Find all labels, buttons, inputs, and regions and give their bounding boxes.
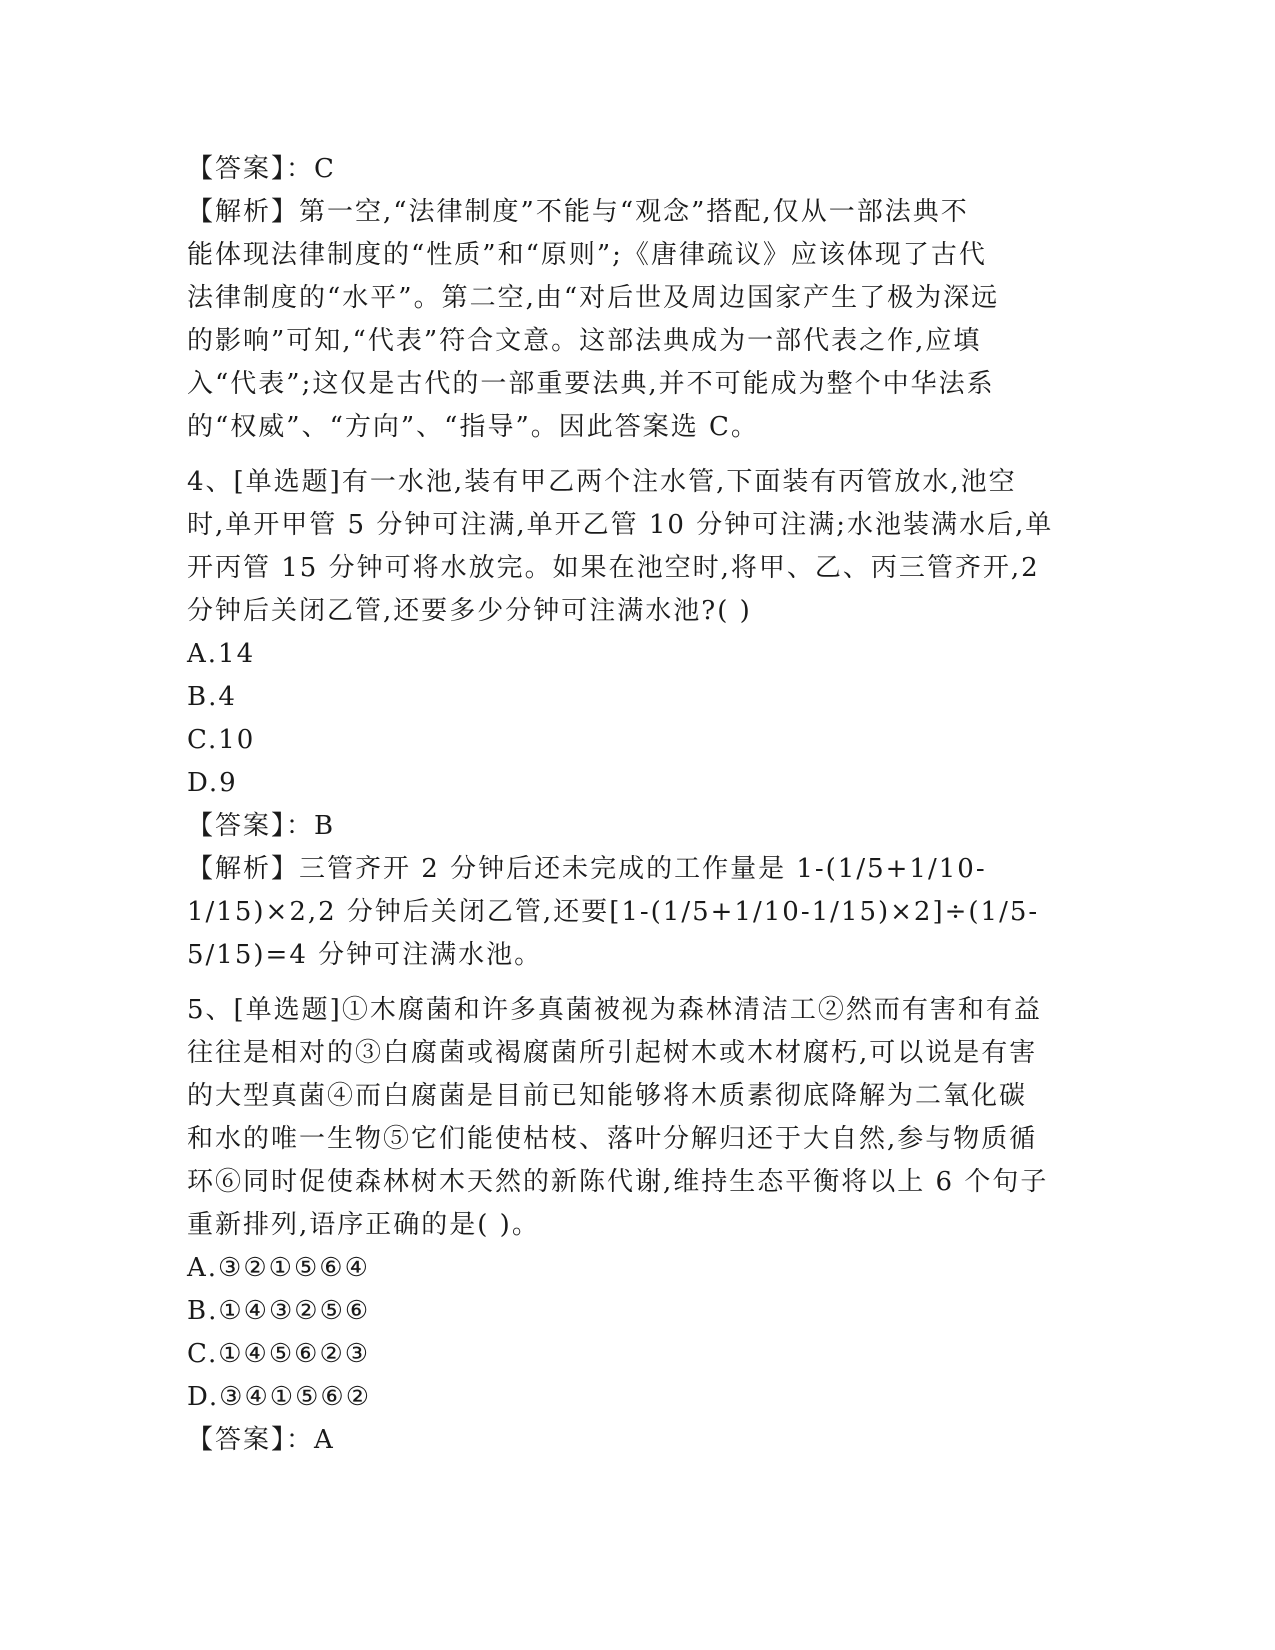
q5-stem-line: 重新排列,语序正确的是( )。 xyxy=(187,1210,540,1240)
q3-analysis-line: 法律制度的“水平”。第二空,由“对后世及周边国家产生了极为深远 xyxy=(187,283,1000,313)
q5-stem-line: 往往是相对的③白腐菌或褐腐菌所引起树木或木材腐朽,可以说是有害 xyxy=(187,1038,1038,1068)
q4-option-d: D.9 xyxy=(187,768,238,798)
q5-option-a: A.③②①⑤⑥④ xyxy=(187,1253,370,1283)
question-5 xyxy=(187,989,1077,1462)
q4-analysis-line: 5/15)=4 分钟可注满水池。 xyxy=(187,940,543,970)
q3-analysis-line: 能体现法律制度的“性质”和“原则”;《唐律疏议》应该体现了古代 xyxy=(187,240,987,270)
q5-option-c: C.①④⑤⑥②③ xyxy=(187,1339,371,1369)
q3-analysis xyxy=(187,191,1077,449)
q5-stem xyxy=(187,989,1077,1247)
page-content xyxy=(187,148,1077,1462)
q4-stem-line: 分钟后关闭乙管,还要多少分钟可注满水池?( ) xyxy=(187,596,752,626)
q4-stem-line: 时,单开甲管 5 分钟可注满,单开乙管 10 分钟可注满;水池装满水后,单 xyxy=(187,510,1054,540)
q5-answer: 【答案】：A xyxy=(187,1425,335,1455)
q4-analysis-line: 【解析】三管齐开 2 分钟后还未完成的工作量是 1-(1/5+1/10- xyxy=(187,854,987,884)
q4-option-a: A.14 xyxy=(187,639,256,669)
q5-stem-line: 5、[单选题]①木腐菌和许多真菌被视为森林清洁工②然而有害和有益 xyxy=(187,995,1042,1025)
q3-analysis-line: 入“代表”;这仅是古代的一部重要法典,并不可能成为整个中华法系 xyxy=(187,369,995,399)
q4-stem xyxy=(187,461,1077,633)
q3-answer: 【答案】：C xyxy=(187,154,336,184)
q4-answer: 【答案】：B xyxy=(187,811,336,841)
q4-analysis xyxy=(187,848,1077,977)
question-4 xyxy=(187,461,1077,977)
q4-stem-line: 4、[单选题]有一水池,装有甲乙两个注水管,下面装有丙管放水,池空 xyxy=(187,467,1017,497)
q5-stem-line: 环⑥同时促使森林树木天然的新陈代谢,维持生态平衡将以上 6 个句子 xyxy=(187,1167,1049,1197)
q5-stem-line: 的大型真菌④而白腐菌是目前已知能够将木质素彻底降解为二氧化碳 xyxy=(187,1081,1028,1111)
q4-option-b: B.4 xyxy=(187,682,237,712)
q5-option-d: D.③④①⑤⑥② xyxy=(187,1382,372,1412)
q5-options xyxy=(187,1247,1077,1419)
q4-analysis-line: 1/15)×2,2 分钟后关闭乙管,还要[1-(1/5+1/10-1/15)×2]÷(1/5- xyxy=(187,897,1040,927)
q3-analysis-line: 【解析】第一空,“法律制度”不能与“观念”搭配,仅从一部法典不 xyxy=(187,197,969,227)
question-3-tail xyxy=(187,148,1077,449)
q4-option-c: C.10 xyxy=(187,725,256,755)
q3-analysis-line: 的影响”可知,“代表”符合文意。这部法典成为一部代表之作,应填 xyxy=(187,326,982,356)
q5-option-b: B.①④③②⑤⑥ xyxy=(187,1296,371,1326)
q4-stem-line: 开丙管 15 分钟可将水放完。如果在池空时,将甲、乙、丙三管齐开,2 xyxy=(187,553,1040,583)
q4-options xyxy=(187,633,1077,805)
q5-stem-line: 和水的唯一生物⑤它们能使枯枝、落叶分解归还于大自然,参与物质循 xyxy=(187,1124,1038,1154)
q3-analysis-line: 的“权威”、“方向”、“指导”。因此答案选 C。 xyxy=(187,412,759,442)
